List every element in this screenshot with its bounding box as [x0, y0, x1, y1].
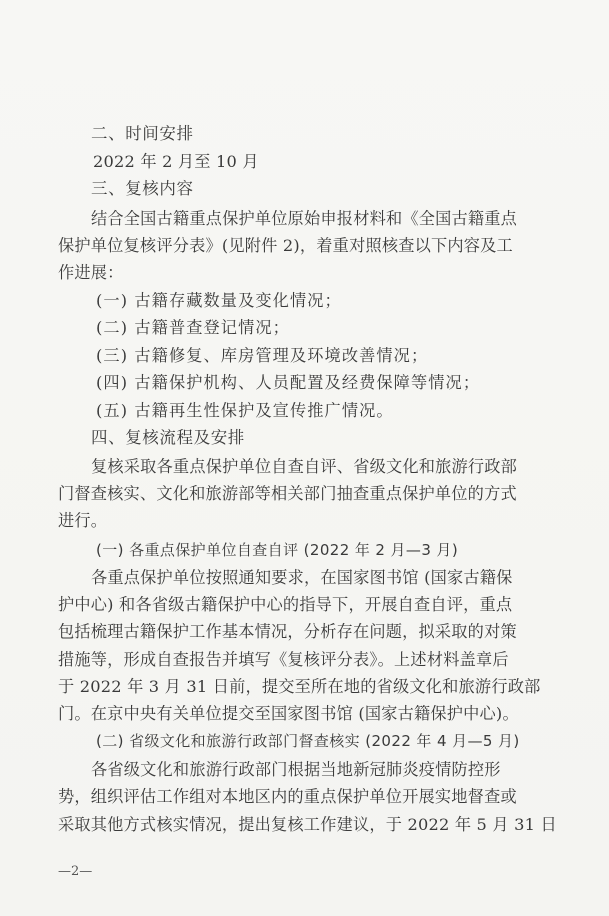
section-heading-schedule: 二、时间安排 — [91, 124, 194, 143]
list-item: (三) 古籍修复、库房管理及环境改善情况； — [96, 346, 429, 365]
list-item: (二) 古籍普查登记情况； — [96, 318, 290, 337]
schedule-dates: 2022 年 2 月至 10 月 — [93, 152, 259, 171]
paragraph-line: 采取其他方式核实情况，提出复核工作建议，于 2022 年 5 月 31 日 — [58, 815, 557, 834]
list-item: (一) 古籍存藏数量及变化情况； — [96, 291, 342, 310]
subsection-heading-self-check: (一) 各重点保护单位自查自评 (2022 年 2 月—3 月) — [96, 541, 459, 559]
list-item: (五) 古籍再生性保护及宣传推广情况。 — [96, 401, 394, 420]
paragraph-line: 护中心) 和各省级古籍保护中心的指导下，开展自查自评，重点 — [58, 595, 513, 614]
section-heading-process: 四、复核流程及安排 — [91, 428, 245, 447]
paragraph-line: 各省级文化和旅游行政部门根据当地新冠肺炎疫情防控形 — [91, 760, 501, 779]
page-number: —2— — [58, 864, 93, 879]
paragraph-line: 势，组织评估工作组对本地区内的重点保护单位开展实地督查或 — [58, 787, 517, 806]
paragraph-line: 措施等，形成自查报告并填写《复核评分表》。上述材料盖章后 — [58, 650, 509, 669]
paragraph-line: 结合全国古籍重点保护单位原始申报材料和《全国古籍重点 — [91, 209, 518, 228]
paragraph-line: 进行。 — [58, 511, 108, 530]
paragraph-line: 包括梳理古籍保护工作基本情况，分析存在问题，拟采取的对策 — [58, 622, 517, 641]
paragraph-line: 复核采取各重点保护单位自查自评、省级文化和旅游行政部 — [91, 457, 518, 476]
paragraph-line: 各重点保护单位按照通知要求，在国家图书馆 (国家古籍保 — [91, 568, 513, 587]
paragraph-line: 门。在京中央有关单位提交至国家图书馆 (国家古籍保护中心)。 — [58, 704, 519, 723]
paragraph-line: 作进展： — [58, 263, 124, 282]
paragraph-line: 门督查核实、文化和旅游部等相关部门抽查重点保护单位的方式 — [58, 484, 517, 503]
subsection-heading-provincial-check: (二) 省级文化和旅游行政部门督查核实 (2022 年 4 月—5 月) — [96, 732, 520, 750]
paragraph-line: 于 2022 年 3 月 31 日前，提交至所在地的省级文化和旅游行政部 — [58, 677, 541, 696]
paragraph-line: 保护单位复核评分表》(见附件 2)，着重对照核查以下内容及工 — [58, 236, 513, 255]
section-heading-content: 三、复核内容 — [91, 179, 194, 198]
list-item: (四) 古籍保护机构、人员配置及经费保障等情况； — [96, 373, 481, 392]
